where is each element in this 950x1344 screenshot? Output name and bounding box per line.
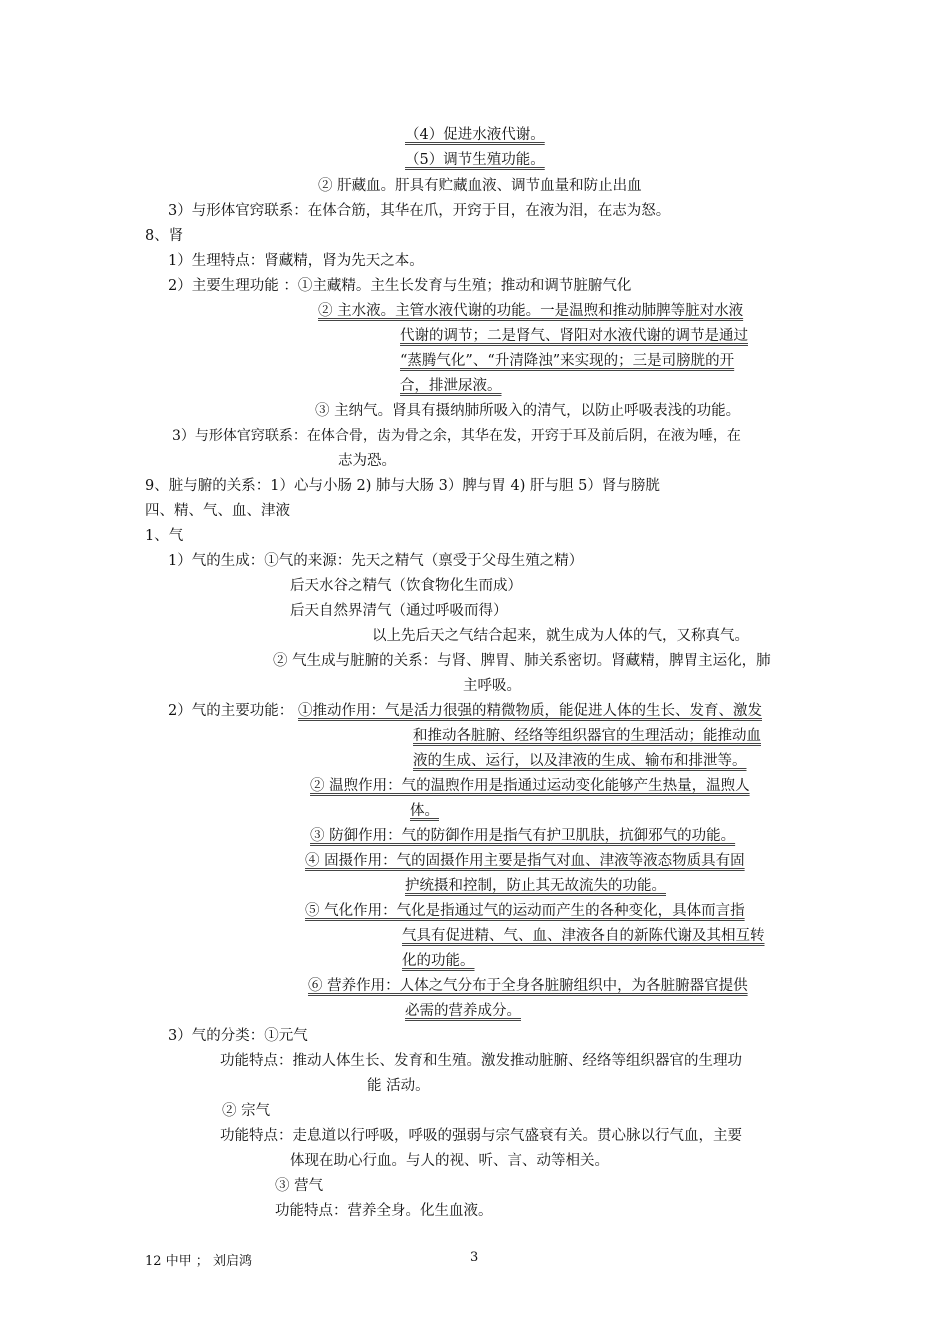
text-line: 体现在助心行血。与人的视、听、言、动等相关。 — [290, 1153, 609, 1169]
text-line: “蒸腾气化”、“升清降浊”来实现的；三是司膀胱的开 — [400, 353, 735, 369]
footer-author: 12 中甲 ； 刘启鸿 — [145, 1254, 252, 1269]
text-line: 功能特点：营养全身。化生血液。 — [275, 1203, 493, 1219]
text-line: 3）气的分类：①元气 — [168, 1028, 308, 1044]
text-line: （4）促进水液代谢。 — [405, 127, 545, 143]
text-line: 以上先后天之气结合起来，就生成为人体的气，又称真气。 — [372, 628, 749, 644]
section-heading: 四、精、气、血、津液 — [145, 503, 290, 519]
text-line: 功能特点：走息道以行呼吸，呼吸的强弱与宗气盛衰有关。贯心脉以行气血，主要 — [220, 1128, 742, 1144]
text-line: ② 主水液。主管水液代谢的功能。一是温煦和推动肺脾等脏对水液 — [318, 303, 744, 319]
section-heading: 9、脏与腑的关系：1）心与小肠 2) 肺与大肠 3）脾与胃 4) 肝与胆 5）肾与膀胱 — [145, 478, 660, 494]
text-line: ③ 主纳气。肾具有摄纳肺所吸入的清气，以防止呼吸表浅的功能。 — [315, 403, 741, 419]
text-line: ③ 防御作用：气的防御作用是指气有护卫肌肤，抗御邪气的功能。 — [310, 828, 736, 844]
text-line: 代谢的调节；二是肾气、肾阳对水液代谢的调节是通过 — [400, 328, 748, 344]
text-line: 2）气的主要功能： — [168, 703, 294, 719]
text-line: ①推动作用：气是活力很强的精微物质，能促进人体的生长、发育、激发 — [298, 703, 762, 719]
text-line: 后天自然界清气（通过呼吸而得） — [290, 603, 508, 619]
text-line: ③ 营气 — [275, 1178, 324, 1194]
text-line: 护统摄和控制，防止其无故流失的功能。 — [405, 878, 666, 894]
section-heading: 8、肾 — [145, 228, 184, 244]
text-line: ⑥ 营养作用：人体之气分布于全身各脏腑组织中，为各脏腑器官提供 — [308, 978, 748, 994]
text-line: 3）与形体官窍联系：在体合筋，其华在爪，开窍于目，在液为泪，在志为怒。 — [168, 203, 671, 219]
text-line: 体。 — [410, 803, 439, 819]
text-line: 主呼吸。 — [463, 678, 521, 694]
text-line: 气具有促进精、气、血、津液各自的新陈代谢及其相互转 — [402, 928, 765, 944]
text-line: 化的功能。 — [402, 953, 475, 969]
text-line: 1）生理特点：肾藏精，肾为先天之本。 — [168, 253, 424, 269]
text-line: 后天水谷之精气（饮食物化生而成） — [290, 578, 522, 594]
text-line: 3）与形体官窍联系：在体合骨，齿为骨之余，其华在发，开窍于耳及前后阴，在液为唾，在 — [172, 428, 741, 444]
text-line: ④ 固摄作用：气的固摄作用主要是指气对血、津液等液态物质具有固 — [305, 853, 745, 869]
text-line: （5）调节生殖功能。 — [405, 152, 545, 168]
text-line: 必需的营养成分。 — [405, 1003, 521, 1019]
text-line: ② 宗气 — [222, 1103, 271, 1119]
text-line: 液的生成、运行，以及津液的生成、输布和排泄等。 — [413, 753, 747, 769]
text-line: ② 气生成与脏腑的关系：与肾、脾胃、肺关系密切。肾藏精，脾胃主运化，肺 — [273, 653, 771, 669]
text-line: ② 温煦作用：气的温煦作用是指通过运动变化能够产生热量，温煦人 — [310, 778, 750, 794]
page-number: 3 — [470, 1250, 479, 1265]
text-line: 能 活动。 — [367, 1078, 430, 1094]
text-line: 1）气的生成：①气的来源：先天之精气（禀受于父母生殖之精） — [168, 553, 584, 569]
text-line: 和推动各脏腑、经络等组织器官的生理活动；能推动血 — [413, 728, 761, 744]
section-heading: 1、气 — [145, 528, 184, 544]
text-line: ⑤ 气化作用：气化是指通过气的运动而产生的各种变化，具体而言指 — [305, 903, 745, 919]
text-line: ② 肝藏血。肝具有贮藏血液、调节血量和防止出血 — [318, 178, 642, 194]
text-line: 合，排泄尿液。 — [400, 378, 502, 394]
text-line: 志为恐。 — [338, 453, 396, 469]
text-line: 2）主要生理功能 ：①主藏精。主生长发育与生殖；推动和调节脏腑气化 — [168, 278, 632, 294]
text-line: 功能特点：推动人体生长、发育和生殖。激发推动脏腑、经络等组织器官的生理功 — [220, 1053, 742, 1069]
